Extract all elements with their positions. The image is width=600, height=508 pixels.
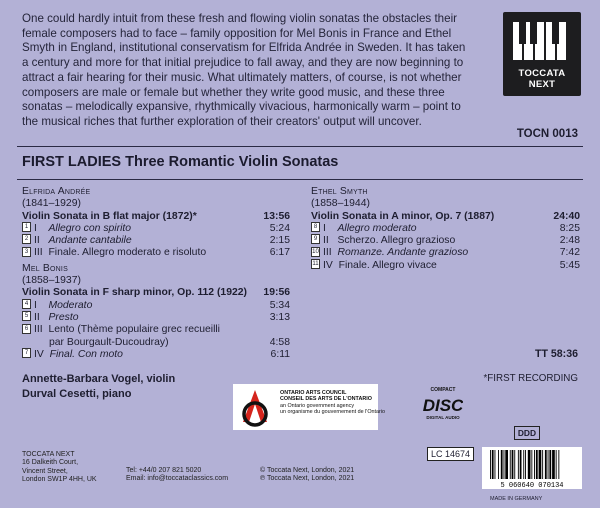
composer-dates: (1841–1929) [22, 198, 81, 210]
barcode [482, 447, 582, 489]
barcode-bar [523, 450, 524, 479]
track-duration: 5:24 [269, 222, 290, 234]
composer-name: Mel Bonis [22, 262, 68, 274]
track-duration: 6:11 [270, 348, 290, 360]
footer-email: Email: info@toccataclassics.com [126, 475, 229, 483]
movement-title: Scherzo. Allegro grazioso [337, 235, 456, 247]
barcode-bar [549, 450, 551, 479]
performer-piano: Durval Cesetti, piano [22, 387, 132, 400]
first-recording-note: *FIRST RECORDING [483, 373, 578, 384]
work-duration: 24:40 [553, 210, 580, 222]
disc-top-text: COMPACT [430, 387, 456, 393]
compact-disc-logo [423, 384, 463, 422]
barcode-bar [534, 450, 535, 479]
movement-number: II [323, 235, 329, 247]
barcode-bar [512, 450, 514, 479]
barcode-digits: 5 060640 070134 [500, 482, 564, 489]
barcode-bar [556, 450, 557, 479]
footer-tel: Tel: +44/0 207 821 5020 [126, 467, 202, 474]
movement-title: Andante cantabile [48, 235, 132, 247]
barcode-bar [501, 450, 503, 479]
movement-number: III [34, 324, 43, 336]
oac-name-en: ONTARIO ARTS COUNCIL [280, 390, 347, 396]
intro-line: sonatas – melodically expansive, rhythmically vivacious, harmonically warm – point to [22, 100, 461, 114]
movement-title: Presto [48, 311, 79, 323]
intro-line: composers are male or female but whether they write good music, and these three [22, 85, 445, 99]
oac-agency-en: an Ontario government agency [280, 402, 355, 409]
track-row [22, 223, 290, 235]
barcode-bar [528, 450, 531, 479]
piano-keys-icon [503, 12, 581, 70]
composer-name: Ethel Smyth [311, 186, 368, 197]
track-duration: 5:34 [269, 299, 290, 311]
barcode-bar [539, 450, 542, 479]
track-duration: 2:48 [559, 235, 580, 247]
barcode-bar [542, 450, 543, 479]
track-number: 2 [22, 234, 31, 244]
work-title [311, 211, 580, 223]
footer-address [22, 451, 97, 484]
movement-number: III [323, 247, 332, 259]
album-title: FIRST LADIES Three Romantic Violin Sonatas [22, 154, 339, 170]
performers [22, 372, 175, 401]
track-duration: 3:13 [269, 311, 290, 323]
track-duration: 8:25 [559, 222, 580, 234]
movement-title: Lento (Thème populaire grec recueilli [48, 324, 220, 336]
barcode-bar [495, 450, 496, 479]
disc-big-text: DISC [423, 396, 463, 415]
track-number: 7 [22, 348, 31, 358]
oac-agency-fr: un organisme du gouvernement de l'Ontario [280, 408, 386, 415]
track-number: 6 [22, 324, 31, 334]
intro-line: One could hardly intuit from these fresh and flowing violin sonatas the obstacles their [22, 12, 458, 25]
track-number: 3 [22, 247, 31, 257]
barcode-bar [518, 450, 519, 479]
footer-company: TOCCATA NEXT [22, 451, 75, 458]
made-in-germany: MADE IN GERMANY [490, 496, 543, 502]
work-name: Violin Sonata in F sharp minor, Op. 112 (1922) [22, 287, 248, 299]
movement-number: II [34, 235, 40, 247]
toccata-next-logo [503, 12, 581, 96]
composer-dates: (1858–1944) [311, 198, 370, 210]
composer-name: Elfrida Andrée [22, 186, 91, 197]
barcode-bar [490, 450, 491, 479]
barcode-bar [505, 450, 508, 479]
track-duration: 2:15 [269, 235, 290, 247]
barcode-icon [482, 447, 582, 489]
barcode-bar [531, 450, 532, 479]
oac-name-fr: CONSEIL DES ARTS DE L'ONTARIO [280, 396, 372, 403]
track-duration: 6:17 [269, 247, 290, 259]
ddd-badge: DDD [514, 426, 540, 440]
track-number: 9 [311, 234, 320, 244]
track-row [22, 324, 290, 336]
performer-violin: Annette-Barbara Vogel, violin [22, 373, 176, 385]
track-duration: 5:45 [559, 259, 580, 271]
track-row [311, 235, 580, 247]
phonographic-copyright-line: ℗ Toccata Next, London, 2021 [260, 475, 355, 483]
movement-number: II [34, 311, 40, 323]
track-row [22, 349, 290, 361]
barcode-bar [525, 450, 526, 479]
oac-emblem-icon [233, 384, 277, 430]
movement-number: IV [323, 259, 333, 271]
track-row [311, 247, 580, 259]
track-row [22, 312, 290, 324]
barcode-bar [545, 450, 547, 479]
movement-title: Romanze. Andante grazioso [337, 247, 469, 259]
intro-line: attract a fair hearing for their music. What ultimately matters, of course, is not whether [22, 70, 462, 84]
track-number: 5 [22, 311, 31, 321]
work-duration: 19:56 [263, 287, 290, 299]
barcode-bar [498, 450, 499, 479]
track-row [311, 260, 580, 272]
intro-line: a century and more for that initial prejudice to fall away, and they are now beginning to [22, 56, 464, 70]
copyright-line: © Toccata Next, London, 2021 [260, 467, 355, 474]
ontario-arts-council-logo [233, 384, 386, 430]
tracklist-left [22, 186, 290, 361]
tracklist-right [311, 186, 580, 272]
barcode-bar [536, 450, 538, 479]
disc-bottom-text: DIGITAL AUDIO [426, 415, 460, 420]
track-row [22, 235, 290, 247]
barcode-bar [548, 450, 549, 479]
work-name: Violin Sonata in B flat major (1872)* [22, 210, 197, 222]
work-title [22, 287, 290, 299]
movement-title-continued: par Bourgault-Ducoudray) [49, 336, 169, 348]
track-number: 4 [22, 299, 31, 309]
barcode-bar [520, 450, 522, 479]
barcode-bar [510, 450, 511, 479]
logo-line-2: NEXT [528, 79, 556, 90]
composer-dates: (1858–1937) [22, 275, 81, 287]
barcode-bar [514, 450, 515, 479]
total-time: TT 58:36 [535, 348, 578, 360]
intro-line: the musical riches that further exploration of their creators' output will uncover. [22, 114, 422, 128]
label-code: LC 14674 [427, 447, 474, 461]
work-duration: 13:56 [263, 210, 290, 222]
movement-title: Allegro moderato [337, 222, 417, 234]
movement-title: Finale. Allegro vivace [338, 259, 437, 271]
movement-number: IV [34, 348, 44, 360]
track-row [22, 300, 290, 312]
barcode-bar [504, 450, 505, 479]
footer-address-line: 16 Dalkeith Court, [22, 459, 79, 467]
track-duration: 7:42 [559, 247, 580, 259]
track-duration: 4:58 [269, 336, 290, 348]
catalogue-number: TOCN 0013 [516, 128, 578, 140]
footer-address-line: London SW1P 4HH, UK [22, 475, 97, 483]
work-name: Violin Sonata in A minor, Op. 7 (1887) [311, 210, 495, 222]
oac-text [280, 390, 385, 415]
track-row [22, 247, 290, 259]
barcode-bar [558, 450, 559, 479]
track-row-continued [22, 337, 290, 349]
movement-title: Allegro con spirito [48, 222, 132, 234]
footer-contact [126, 467, 228, 484]
movement-number: I [34, 299, 37, 311]
compact-disc-icon [423, 384, 463, 422]
movement-title: Moderato [48, 299, 93, 311]
movement-title: Finale. Allegro moderato e risoluto [48, 247, 207, 259]
movement-number: I [34, 222, 37, 234]
track-row [311, 223, 580, 235]
footer-address-line: Vincent Street, [22, 467, 68, 475]
intro-line: Smyth in England, institutional conservatism for Elfrida Andrée in Sweden. It has taken [22, 41, 466, 55]
track-number: 8 [311, 222, 320, 232]
movement-number: I [323, 222, 326, 234]
intro-line: female composers had to face – family opposition for Mel Bonis in France and Ethel [22, 26, 452, 40]
barcode-bar [492, 450, 494, 479]
movement-title: Final. Con moto [49, 348, 123, 360]
logo-line-1: TOCCATA [518, 68, 566, 79]
track-number: 11 [312, 261, 319, 268]
work-title [22, 211, 290, 223]
footer-copyright [260, 467, 354, 484]
movement-number: III [34, 247, 43, 259]
intro-paragraph [22, 12, 492, 130]
barcode-bar [552, 450, 555, 479]
track-number: 1 [22, 222, 31, 232]
track-number: 10 [312, 248, 319, 255]
